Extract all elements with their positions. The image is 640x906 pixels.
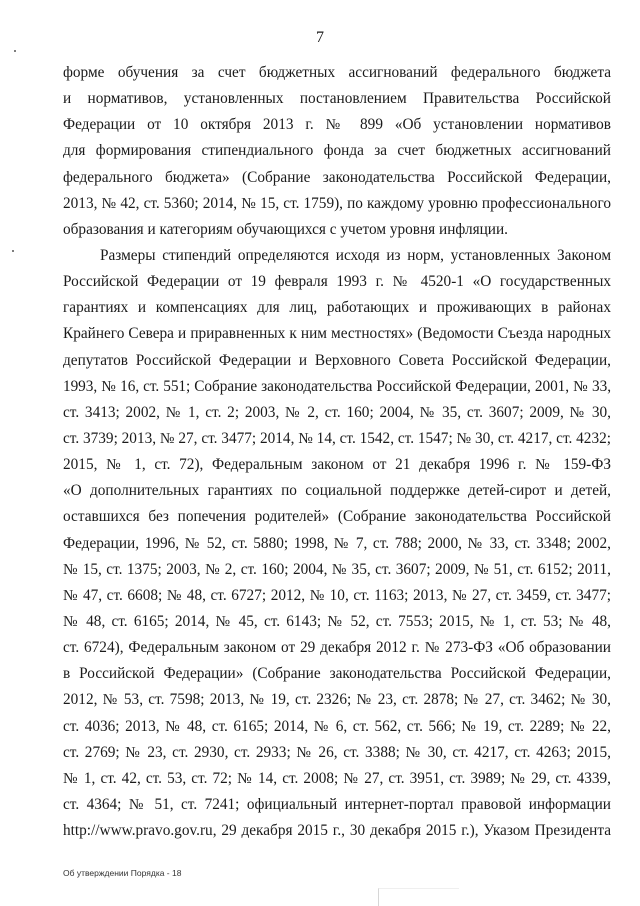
text-line: ст. 3739; 2013, № 27, ст. 3477; 2014, № 14, ст. 1542, ст. 1547; № 30, ст. 4217, ст. 4232;: [63, 429, 611, 447]
scan-speck: [12, 250, 14, 252]
text-line: ст. 3413; 2002, № 1, ст. 2; 2003, № 2, ст. 160; 2004, № 35, ст. 3607; 2009, № 30,: [63, 403, 611, 421]
text-line: депутатов Российской Федерации и Верховного Совета Российской Федерации,: [63, 351, 611, 369]
text-line: № 47, ст. 6608; № 48, ст. 6727; 2012, № 10, ст. 1163; 2013, № 27, ст. 3459, ст. 3477;: [63, 586, 611, 604]
text-line: ст. 4364; № 51, ст. 7241; официальный интернет-портал правовой информации: [63, 795, 611, 813]
text-line: федерального бюджета» (Собрание законодательства Российской Федерации,: [63, 168, 611, 186]
text-line: Федерации от 10 октября 2013 г. № 899 «Об установлении нормативов: [63, 116, 611, 134]
text-line: ст. 6724), Федеральным законом от 29 декабря 2012 г. № 273-ФЗ «Об образовании: [63, 639, 611, 657]
text-line: ст. 2769; № 23, ст. 2930, ст. 2933; № 26, ст. 3388; № 30, ст. 4217, ст. 4263; 2015,: [63, 743, 611, 761]
text-line: форме обучения за счет бюджетных ассигнований федерального бюджета: [63, 64, 611, 81]
text-line: и нормативов, установленных постановлением Правительства Российской: [63, 90, 611, 108]
text-line: 2015, № 1, ст. 72), Федеральным законом от 21 декабря 1996 г. № 159-ФЗ: [63, 456, 611, 474]
text-line: http://www.pravo.gov.ru, 29 декабря 2015 г., 30 декабря 2015 г.), Указом Президента: [63, 822, 611, 840]
body-text: [63, 60, 611, 844]
text-line: Размеры стипендий определяются исходя из норм, установленных Законом: [100, 246, 611, 264]
text-line: «О дополнительных гарантиях по социальной поддержке детей-сирот и детей,: [63, 482, 611, 500]
text-line: гарантиях и компенсациях для лиц, работающих и проживающих в районах: [63, 299, 611, 317]
text-line: 2013, № 42, ст. 5360; 2014, № 15, ст. 1759), по каждому уровню профессионального: [63, 194, 611, 212]
text-line: № 1, ст. 42, ст. 53, ст. 72; № 14, ст. 2008; № 27, ст. 3951, ст. 3989; № 29, ст. 4339,: [63, 769, 611, 787]
text-line: ст. 4036; 2013, № 48, ст. 6165; 2014, № 6, ст. 562, ст. 566; № 19, ст. 2289; № 22,: [63, 717, 611, 735]
text-line: Федерации, 1996, № 52, ст. 5880; 1998, № 7, ст. 788; 2000, № 33, ст. 3348; 2002,: [63, 534, 611, 552]
text-line: Крайнего Севера и приравненных к ним местностях» (Ведомости Съезда народных: [63, 325, 611, 343]
text-line: образования и категориям обучающихся с учетом уровня инфляции.: [63, 220, 508, 238]
page-footer: Об утверждении Порядка - 18: [63, 868, 182, 878]
paragraph-1: [63, 60, 611, 243]
paragraph-2: [63, 243, 611, 844]
text-line: 1993, № 16, ст. 551; Собрание законодательства Российской Федерации, 2001, № 33,: [63, 377, 611, 395]
text-line: оставшихся без попечения родителей» (Собрание законодательства Российской: [63, 508, 611, 526]
scan-edge-mark: [378, 888, 459, 906]
text-line: № 15, ст. 1375; 2003, № 2, ст. 160; 2004, № 35, ст. 3607; 2009, № 51, ст. 6152; 2011,: [63, 560, 611, 578]
text-line: для формирования стипендиального фонда за счет бюджетных ассигнований: [63, 142, 611, 160]
text-line: в Российской Федерации» (Собрание законодательства Российской Федерации,: [63, 665, 611, 683]
text-line: № 48, ст. 6165; 2014, № 45, ст. 6143; № 52, ст. 7553; 2015, № 1, ст. 53; № 48,: [63, 612, 611, 630]
text-line: 2012, № 53, ст. 7598; 2013, № 19, ст. 2326; № 23, ст. 2878; № 27, ст. 3462; № 30,: [63, 691, 611, 709]
scan-speck: [14, 50, 16, 52]
page-number: 7: [316, 29, 324, 46]
text-line: Российской Федерации от 19 февраля 1993 г. № 4520-1 «О государственных: [63, 273, 611, 291]
